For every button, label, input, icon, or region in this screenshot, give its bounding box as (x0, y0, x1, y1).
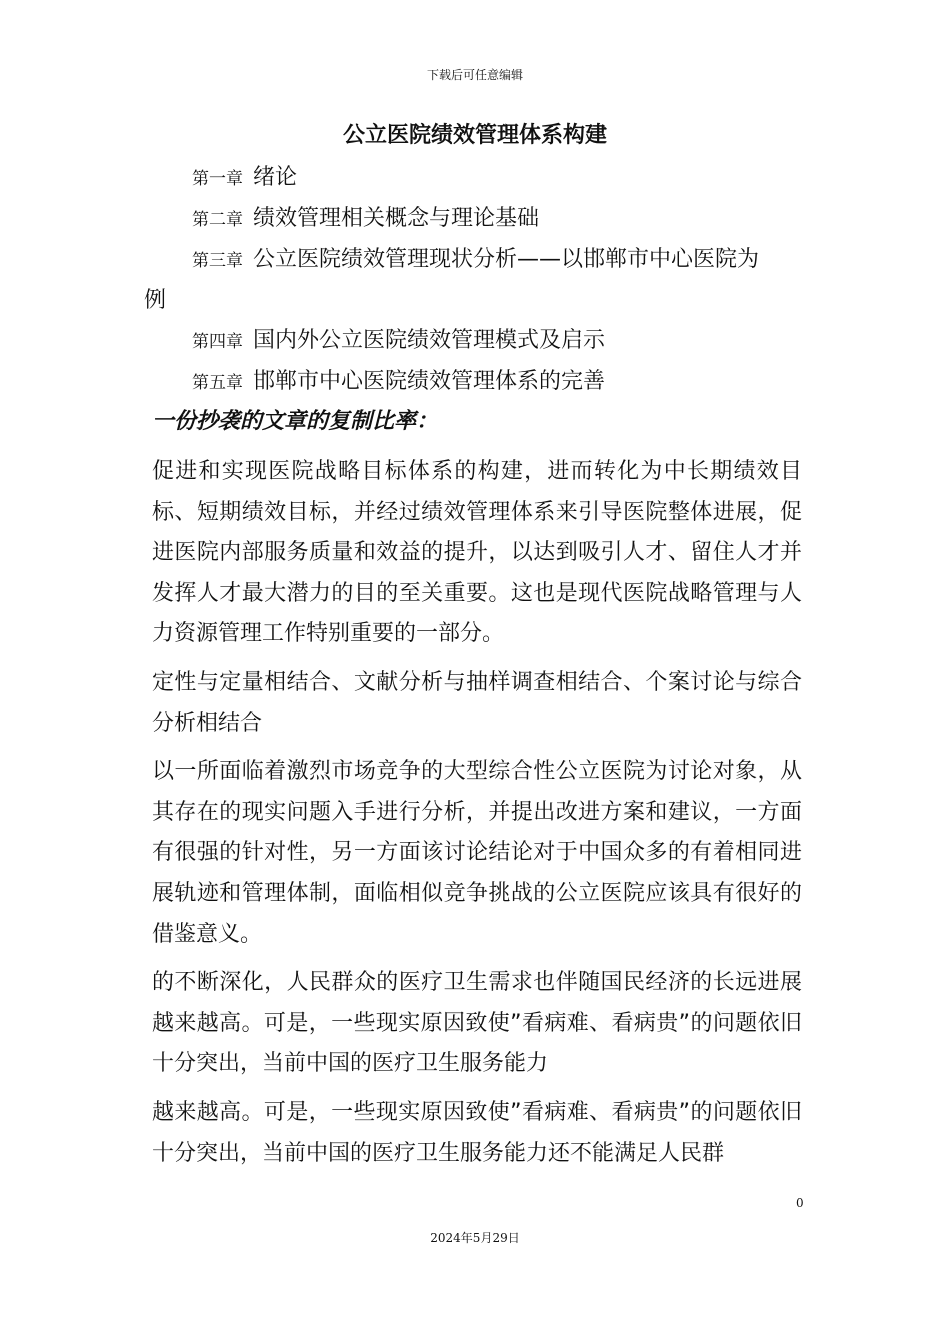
toc-chapter-label: 第五章 (192, 373, 243, 393)
body-paragraph: 促进和实现医院战略目标体系的构建，进而转化为中长期绩效目标、短期绩效目标，并经过绩效管理体系来引导医院整体进展，促进医院内部服务质量和效益的提升，以达到吸引人才、留住人才并发挥人才最大潜力的目的至关重要。这也是现代医院战略管理与人力资源管理工作特别重要的一部分。 (152, 459, 802, 647)
toc-chapter-title: 绩效管理相关概念与理论基础 (253, 206, 540, 231)
toc-item (144, 362, 814, 403)
toc-chapter-title: 公立医院绩效管理现状分析——以邯郸市中心医院为 (253, 247, 760, 272)
page-number: 0 (796, 1196, 804, 1210)
table-of-contents (144, 158, 814, 403)
toc-chapter-label: 第一章 (192, 169, 243, 189)
page-header-note: 下载后可任意编辑 (426, 68, 523, 82)
footer-date: 2024年5月29日 (430, 1231, 520, 1245)
toc-item (144, 321, 814, 362)
toc-chapter-label: 第二章 (192, 210, 243, 230)
body-paragraph: 定性与定量相结合、文献分析与抽样调查相结合、个案讨论与综合分析相结合 (152, 669, 802, 736)
document-body (152, 452, 802, 1182)
toc-chapter-title: 例 (144, 288, 167, 313)
body-paragraph: 的不断深化，人民群众的医疗卫生需求也伴随国民经济的长远进展越来越高。可是，一些现实原因致使”看病难、看病贵”的问题依旧十分突出，当前中国的医疗卫生服务能力 (152, 970, 802, 1077)
toc-item (144, 199, 814, 240)
toc-chapter-title: 邯郸市中心医院绩效管理体系的完善 (253, 369, 606, 394)
section-heading: 一份抄袭的文章的复制比率： (152, 409, 439, 434)
body-paragraph: 越来越高。可是，一些现实原因致使”看病难、看病贵”的问题依旧十分突出，当前中国的医疗卫生服务能力还不能满足人民群 (152, 1099, 802, 1166)
toc-item-continuation (144, 281, 814, 321)
toc-chapter-label: 第三章 (192, 251, 243, 271)
toc-item (144, 240, 814, 281)
toc-chapter-title: 绪论 (253, 165, 298, 190)
toc-chapter-label: 第四章 (192, 332, 243, 352)
document-title: 公立医院绩效管理体系构建 (342, 123, 607, 148)
body-paragraph: 以一所面临着激烈市场竞争的大型综合性公立医院为讨论对象，从其存在的现实问题入手进行分析，并提出改进方案和建议，一方面有很强的针对性，另一方面该讨论结论对于中国众多的有着相同进展轨迹和管理体制，面临相似竞争挑战的公立医院应该具有很好的借鉴意义。 (152, 759, 802, 947)
toc-item (144, 158, 814, 199)
toc-chapter-title: 国内外公立医院绩效管理模式及启示 (253, 328, 606, 353)
